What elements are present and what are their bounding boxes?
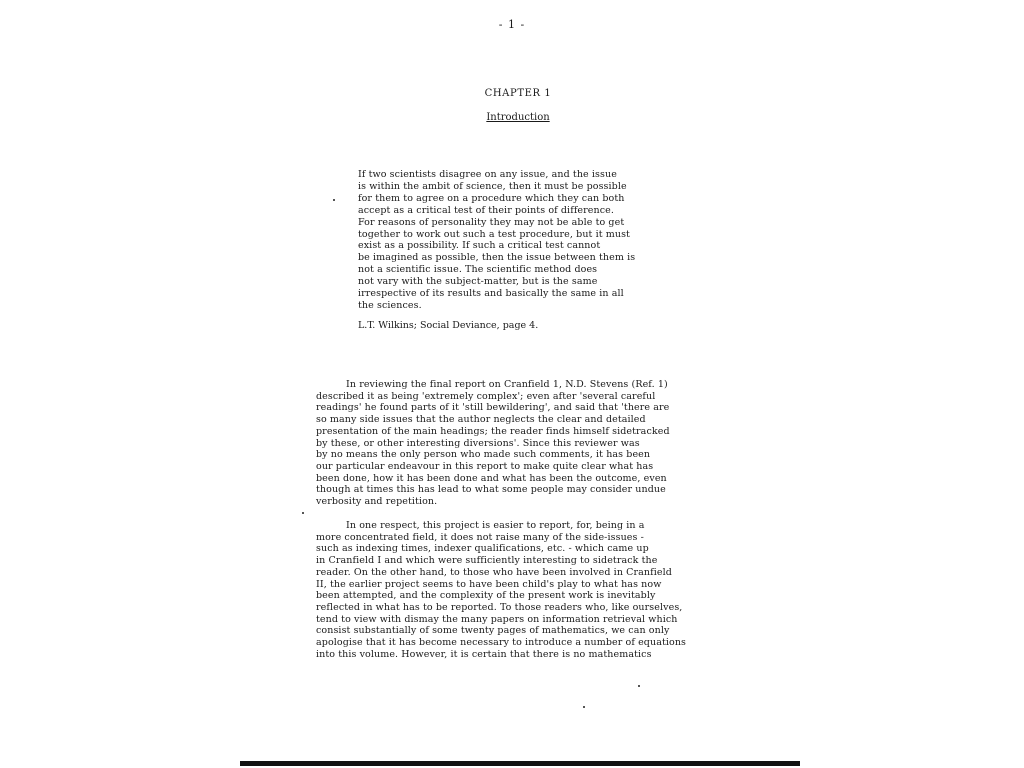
paragraph-line: so many side issues that the author neglects the clear and detailed xyxy=(316,414,646,426)
paragraph-line: described it as being 'extremely complex'; even after 'several careful xyxy=(316,390,656,402)
paragraph-line: consist substantially of some twenty pages of mathematics, we can only xyxy=(316,625,670,637)
epigraph-line: If two scientists disagree on any issue, and the issue xyxy=(358,169,617,180)
page-number: - 1 - xyxy=(498,18,526,31)
scan-speck xyxy=(583,706,585,708)
paragraph-line: more concentrated field, it does not raise many of the side-issues - xyxy=(316,531,644,543)
paragraph-line: readings' he found parts of it 'still bewildering', and said that 'there are xyxy=(316,402,670,414)
paragraph-line: In reviewing the final report on Cranfield 1, N.D. Stevens (Ref. 1) xyxy=(346,379,668,390)
section-heading: Introduction xyxy=(486,112,550,123)
scan-edge-bar xyxy=(240,761,800,766)
paragraph-line: though at times this has lead to what some people may consider undue xyxy=(316,484,666,496)
paragraph-line: tend to view with dismay the many papers on information retrieval which xyxy=(316,613,678,625)
epigraph-citation: L.T. Wilkins; Social Deviance, page 4. xyxy=(358,320,539,331)
paragraph-line: apologise that it has become necessary to introduce a number of equations xyxy=(316,637,687,649)
epigraph-line: is within the ambit of science, then it must be possible xyxy=(358,180,627,192)
epigraph-line: exist as a possibility. If such a critical test cannot xyxy=(358,240,601,252)
paragraph-line: by no means the only person who made such comments, it has been xyxy=(316,449,651,461)
epigraph-quote xyxy=(358,169,678,312)
paragraph-line: In one respect, this project is easier to report, for, being in a xyxy=(346,520,645,531)
chapter-heading: CHAPTER 1 xyxy=(484,88,552,99)
paragraph-line: verbosity and repetition. xyxy=(316,496,438,508)
scan-speck xyxy=(638,685,640,687)
paragraph-line: II, the earlier project seems to have been child's play to what has now xyxy=(316,578,662,590)
paragraph-line: such as indexing times, indexer qualifications, etc. - which came up xyxy=(316,543,649,555)
paragraph-line: been done, how it has been done and what has been the outcome, even xyxy=(316,472,667,484)
paragraph-line: our particular endeavour in this report to make quite clear what has xyxy=(316,460,654,472)
epigraph-line: for them to agree on a procedure which they can both xyxy=(358,192,625,204)
body-paragraph-2 xyxy=(316,520,736,660)
body-paragraph-1 xyxy=(316,379,736,508)
paragraph-line: reflected in what has to be reported. To those readers who, like ourselves, xyxy=(316,601,683,613)
paragraph-line: by these, or other interesting diversions'. Since this reviewer was xyxy=(316,437,640,449)
epigraph-line: together to work out such a test procedure, but it must xyxy=(358,228,630,240)
epigraph-line: not vary with the subject-matter, but is the same xyxy=(358,276,598,288)
scan-speck xyxy=(333,199,335,201)
epigraph-line: not a scientific issue. The scientific method does xyxy=(358,264,598,276)
epigraph-line: For reasons of personality they may not be able to get xyxy=(358,216,625,228)
scan-speck xyxy=(302,512,304,514)
paragraph-line: in Cranfield I and which were sufficiently interesting to sidetrack the xyxy=(316,555,658,567)
paragraph-line: presentation of the main headings; the reader finds himself sidetracked xyxy=(316,425,670,437)
epigraph-line: accept as a critical test of their points of difference. xyxy=(358,204,614,216)
epigraph-line: irrespective of its results and basically the same in all xyxy=(358,288,624,300)
paragraph-line: into this volume. However, it is certain that there is no mathematics xyxy=(316,648,652,660)
paragraph-line: been attempted, and the complexity of the present work is inevitably xyxy=(316,590,656,602)
paragraph-line: reader. On the other hand, to those who have been involved in Cranfield xyxy=(316,566,672,578)
epigraph-line: be imagined as possible, then the issue between them is xyxy=(358,252,636,264)
epigraph-line: the sciences. xyxy=(358,299,422,311)
